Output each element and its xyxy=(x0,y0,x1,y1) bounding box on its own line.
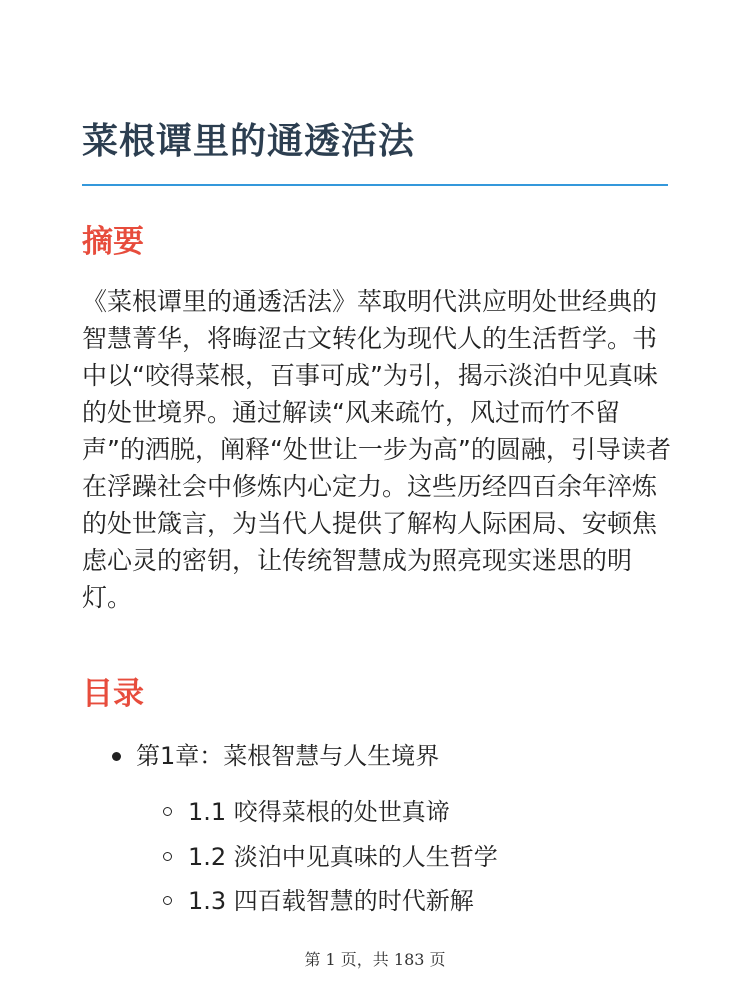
bullet-circle-icon xyxy=(163,852,172,861)
toc-chapter-label: 第1章：菜根智慧与人生境界 xyxy=(136,742,440,770)
document-title: 菜根谭里的通透活法 xyxy=(82,121,416,162)
toc-heading: 目录 xyxy=(82,676,144,712)
bullet-circle-icon xyxy=(163,807,172,816)
toc-section-label: 1.2 淡泊中见真味的人生哲学 xyxy=(188,843,498,871)
toc-section-label: 1.1 咬得菜根的处世真谛 xyxy=(188,798,450,826)
toc-section-label: 1.3 四百载智慧的时代新解 xyxy=(188,887,474,915)
title-divider xyxy=(82,184,668,186)
page-number-footer: 第 1 页，共 183 页 xyxy=(304,950,446,969)
abstract-paragraph: 《菜根谭里的通透活法》萃取明代洪应明处世经典的智慧菁华，将晦涩古文转化为现代人的生活哲学。书中以“咬得菜根，百事可成”为引，揭示淡泊中见真味的处世境界。通过解读“风来疏竹，风过而竹不留声”的洒脱，阐释“处世让一步为高”的圆融，引导读者在浮躁社会中修炼内心定力。这些历经四百余年淬炼的处世箴言，为当代人提供了解构人际困局、安顿焦虑心灵的密钥，让传统智慧成为照亮现实迷思的明灯。 xyxy=(82,287,671,612)
bullet-disc-icon xyxy=(112,752,121,761)
abstract-heading: 摘要 xyxy=(82,224,144,260)
bullet-circle-icon xyxy=(163,896,172,905)
